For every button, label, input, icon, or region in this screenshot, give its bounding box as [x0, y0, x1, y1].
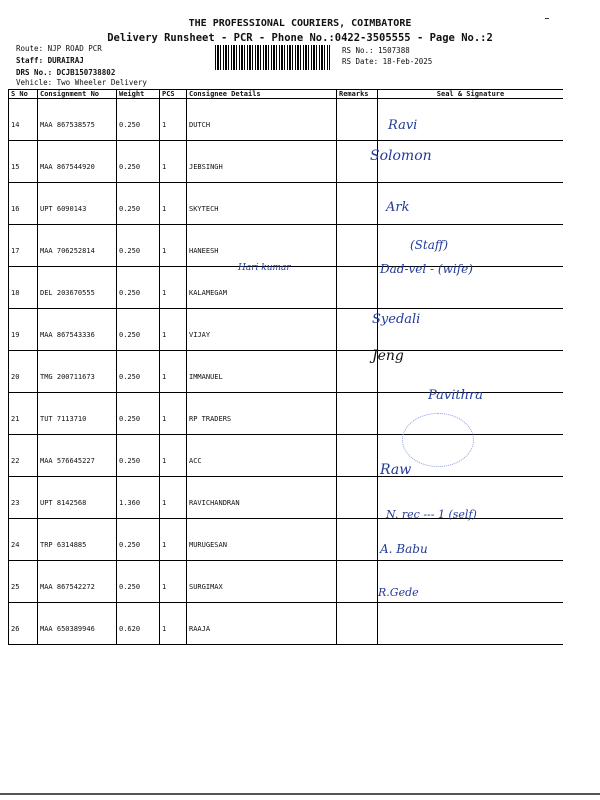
cell-sno: 16	[9, 183, 38, 225]
signature-15: Solomon	[370, 148, 432, 164]
cell-signature	[378, 351, 564, 393]
cell-pcs: 1	[160, 519, 187, 561]
cell-cons: UPT 8142568	[38, 477, 117, 519]
cell-cons: MAA 650389946	[38, 603, 117, 645]
cell-wt: 0.620	[117, 603, 160, 645]
cell-pcs: 1	[160, 309, 187, 351]
cell-remarks	[337, 561, 378, 603]
cell-signature	[378, 603, 564, 645]
drs-label: DRS No.: DCJB150738802	[16, 68, 116, 77]
cell-pcs: 1	[160, 477, 187, 519]
cell-name: SKYTECH	[187, 183, 337, 225]
signature-16: Ark	[386, 200, 410, 215]
signature-19: Syedali	[372, 312, 421, 327]
seal-stamp	[402, 413, 474, 467]
signature-17: (Staff)	[410, 238, 449, 252]
company-title: THE PROFESSIONAL COURIERS, COIMBATORE	[188, 18, 412, 29]
col-consignment: Consignment No	[38, 90, 117, 99]
route-label: Route: NJP ROAD PCR	[16, 44, 102, 53]
cell-pcs: 1	[160, 351, 187, 393]
cell-wt: 1.360	[117, 477, 160, 519]
staff-label: Staff: DURAIRAJ	[16, 56, 84, 65]
signature-20: Jeng	[372, 348, 404, 364]
cell-sno: 15	[9, 141, 38, 183]
cell-cons: MAA 867544920	[38, 141, 117, 183]
table-row	[9, 603, 564, 645]
table-row	[9, 561, 564, 603]
cell-cons: MAA 867543336	[38, 309, 117, 351]
cell-cons: DEL 203670555	[38, 267, 117, 309]
cell-name: KALAMEGAM	[187, 267, 337, 309]
table-row	[9, 183, 564, 225]
col-remarks: Remarks	[337, 90, 378, 99]
cell-name: MURUGESAN	[187, 519, 337, 561]
table-header	[9, 90, 564, 99]
cell-name: HANEESH	[187, 225, 337, 267]
rs-no: RS No.: 1507388	[342, 46, 410, 55]
cell-sno: 21	[9, 393, 38, 435]
signature-14: Ravi	[388, 118, 418, 133]
cell-remarks	[337, 477, 378, 519]
col-signature: Seal & Signature	[378, 90, 564, 99]
cell-remarks	[337, 393, 378, 435]
table-row	[9, 309, 564, 351]
cell-name: VIJAY	[187, 309, 337, 351]
cell-sno: 24	[9, 519, 38, 561]
cell-sno: 22	[9, 435, 38, 477]
cell-remarks	[337, 183, 378, 225]
cell-sno: 25	[9, 561, 38, 603]
cell-wt: 0.250	[117, 141, 160, 183]
cell-wt: 0.250	[117, 519, 160, 561]
cell-cons: TRP 6314885	[38, 519, 117, 561]
cell-name: IMMANUEL	[187, 351, 337, 393]
cell-sno: 17	[9, 225, 38, 267]
cell-wt: 0.250	[117, 183, 160, 225]
col-sno: S No	[9, 90, 38, 99]
cell-wt: 0.250	[117, 561, 160, 603]
cell-cons: MAA 867538575	[38, 99, 117, 141]
cell-name: ACC	[187, 435, 337, 477]
cell-cons: MAA 706252814	[38, 225, 117, 267]
cell-sno: 26	[9, 603, 38, 645]
cell-pcs: 1	[160, 99, 187, 141]
cell-wt: 0.250	[117, 435, 160, 477]
signature-25: A. Babu	[380, 542, 428, 556]
table-row	[9, 99, 564, 141]
cell-wt: 0.250	[117, 351, 160, 393]
cell-wt: 0.250	[117, 99, 160, 141]
cell-sno: 19	[9, 309, 38, 351]
cell-remarks	[337, 603, 378, 645]
table-row	[9, 225, 564, 267]
cell-sno: 23	[9, 477, 38, 519]
cell-name: SURGIMAX	[187, 561, 337, 603]
cell-sno: 18	[9, 267, 38, 309]
note-18: Hari kumar	[238, 263, 291, 273]
cell-signature	[378, 225, 564, 267]
cell-pcs: 1	[160, 561, 187, 603]
table-row	[9, 519, 564, 561]
table-row	[9, 477, 564, 519]
cell-pcs: 1	[160, 435, 187, 477]
cell-name: DUTCH	[187, 99, 337, 141]
cell-pcs: 1	[160, 141, 187, 183]
cell-sno: 20	[9, 351, 38, 393]
col-pcs: PCS	[160, 90, 187, 99]
cell-cons: MAA 576645227	[38, 435, 117, 477]
cell-wt: 0.250	[117, 267, 160, 309]
col-details: Consignee Details	[187, 90, 337, 99]
signature-24: N. rec --- 1 (self)	[386, 508, 477, 521]
cell-sno: 14	[9, 99, 38, 141]
cell-wt: 0.250	[117, 309, 160, 351]
cell-pcs: 1	[160, 183, 187, 225]
cell-remarks	[337, 225, 378, 267]
table-row	[9, 351, 564, 393]
page-bottom-line	[0, 793, 600, 795]
cell-name: RAAJA	[187, 603, 337, 645]
signature-21: Pavithra	[428, 388, 483, 403]
cell-cons: UPT 6090143	[38, 183, 117, 225]
cell-wt: 0.250	[117, 225, 160, 267]
cell-pcs: 1	[160, 603, 187, 645]
cell-remarks	[337, 267, 378, 309]
table-row	[9, 141, 564, 183]
runsheet-table	[8, 89, 563, 645]
cell-cons: TMG 200711673	[38, 351, 117, 393]
table-row	[9, 435, 564, 477]
cell-pcs: 1	[160, 393, 187, 435]
signature-23: Raw	[380, 462, 412, 478]
cell-remarks	[337, 99, 378, 141]
cell-remarks	[337, 519, 378, 561]
cell-name: RAVICHANDRAN	[187, 477, 337, 519]
cell-cons: MAA 867542272	[38, 561, 117, 603]
cell-pcs: 1	[160, 267, 187, 309]
cell-pcs: 1	[160, 225, 187, 267]
rs-date: RS Date: 18-Feb-2025	[342, 57, 433, 66]
cell-wt: 0.250	[117, 393, 160, 435]
cell-name: JEBSINGH	[187, 141, 337, 183]
signature-18: Dad-vel - (wife)	[380, 262, 473, 276]
cell-cons: TUT 7113710	[38, 393, 117, 435]
col-weight: Weight	[117, 90, 160, 99]
runsheet-subtitle: Delivery Runsheet - PCR - Phone No.:0422-3505555 - Page No.:2	[107, 32, 493, 44]
cell-name: RP TRADERS	[187, 393, 337, 435]
signature-26: R.Gede	[378, 586, 419, 599]
barcode	[215, 45, 330, 70]
cell-remarks	[337, 435, 378, 477]
vehicle-label: Vehicle: Two Wheeler Delivery	[16, 78, 147, 87]
